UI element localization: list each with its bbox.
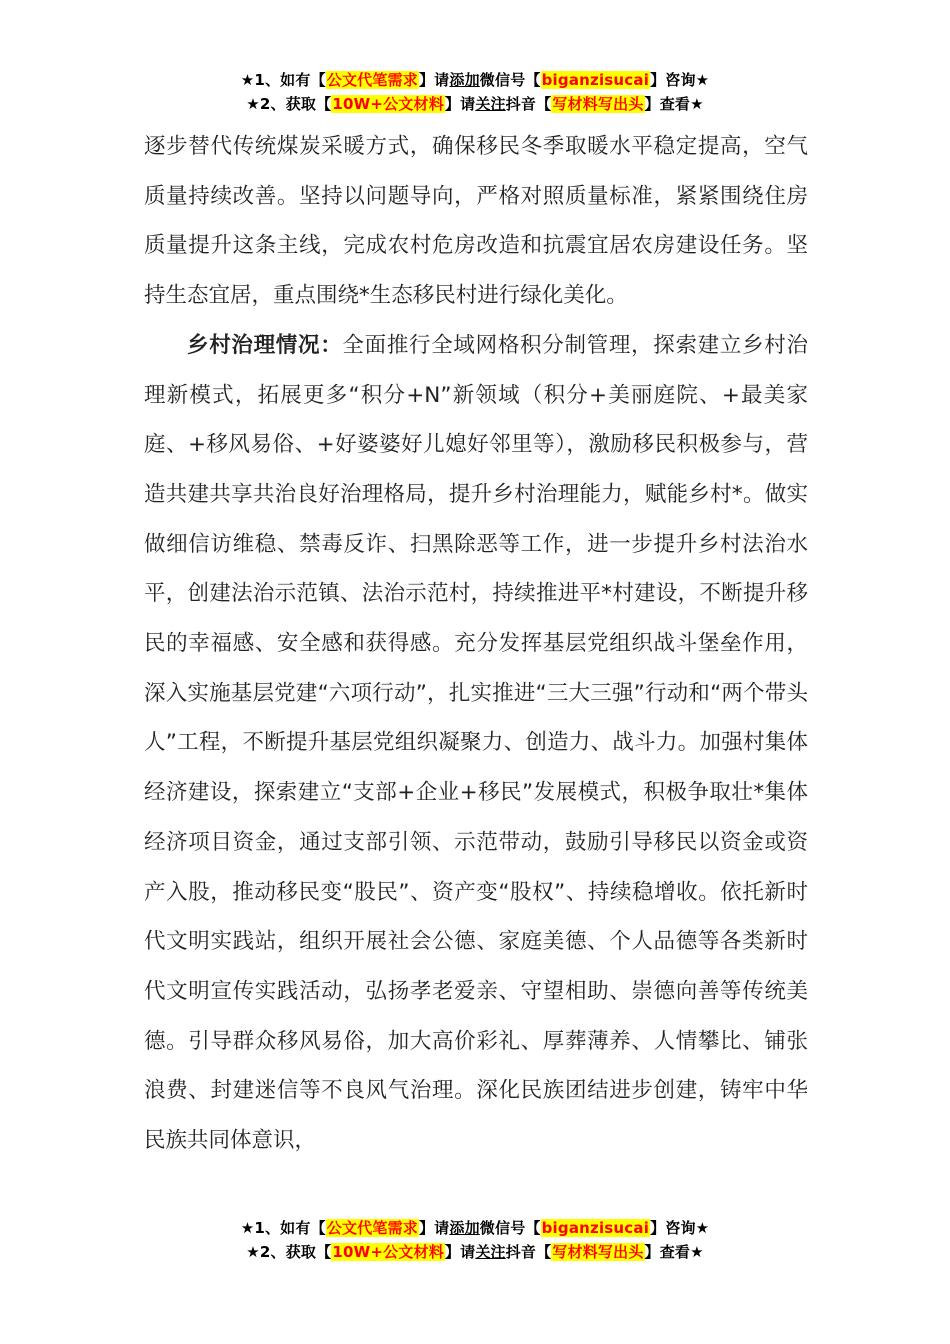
banner-line-2: [0, 1240, 950, 1264]
footer-banner: [0, 1216, 950, 1264]
section-heading: 乡村治理情况：: [187, 332, 343, 358]
highlight-douyin-account: 写材料写出头: [552, 1243, 644, 1261]
highlight-wechat-id: biganzisucai: [541, 1219, 650, 1237]
paragraph-text: 全面推行全域网格积分制管理，探索建立乡村治理新模式，拓展更多“积分+N”新领域（积分+美丽庭院、+最美家庭、+移风易俗、+好婆婆好儿媳好邻里等），激励移民积极参与，营造共建共享共治良好治理格局，提升乡村治理能力，赋能乡村*。做实做细信访维稳、禁毒反诈、扫黑除恶等工作，进一步提升乡村法治水平，创建法治示范镇、法治示范村，持续推进平*村建设，不断提升移民的幸福感、安全感和获得感。充分发挥基层党组织战斗堡垒作用，深入实施基层党建“六项行动”，扎实推进“三大三强”行动和“两个带头人”工程，不断提升基层党组织凝聚力、创造力、战斗力。加强村集体经济建设，探索建立“支部+企业+移民”发展模式，积极争取壮*集体经济项目资金，通过支部引领、示范带动，鼓励引导移民以资金或资产入股，推动移民变“股民”、资产变“股权”、持续稳增收。依托新时代文明实践站，组织开展社会公德、家庭美德、个人品德等各类新时代文明宣传实践活动，弘扬孝老爱亲、守望相助、崇德向善等传统美德。引导群众移风易俗，加大高价彩礼、厚葬薄养、人情攀比、铺张浪费、封建迷信等不良风气治理。深化民族团结进步创建，铸牢中华民族共同体意识，: [144, 332, 808, 1154]
highlight-service: 公文代笔需求: [326, 1219, 418, 1237]
header-banner: [0, 68, 950, 116]
banner-text: ★1、如有【: [240, 1219, 326, 1237]
banner-line-2: [0, 92, 950, 116]
banner-text: 】查看★: [644, 1243, 704, 1261]
banner-text: 抖音【: [505, 95, 552, 113]
underlined-text: 关注: [475, 1243, 506, 1261]
banner-text: 抖音【: [505, 1243, 552, 1261]
banner-text: 】咨询★: [650, 1219, 710, 1237]
highlight-materials: 10W+公文材料: [332, 95, 444, 113]
banner-text: 】请: [444, 1243, 476, 1261]
paragraph-housing: 逐步替代传统煤炭采暖方式，确保移民冬季取暖水平稳定提高，空气质量持续改善。坚持以问题导向，严格对照质量标准，紧紧围绕住房质量提升这条主线，完成农村危房改造和抗震宜居农房建设任务。坚持生态宜居，重点围绕*生态移民村进行绿化美化。: [144, 134, 808, 309]
underlined-text: 添加: [449, 71, 480, 89]
banner-text: 微信号【: [479, 71, 541, 89]
banner-text: ★2、获取【: [246, 1243, 332, 1261]
document-body: [144, 122, 808, 1166]
banner-text: 微信号【: [479, 1219, 541, 1237]
highlight-wechat-id: biganzisucai: [541, 71, 650, 89]
banner-text: ★2、获取【: [246, 95, 332, 113]
highlight-materials: 10W+公文材料: [332, 1243, 444, 1261]
banner-text: 】咨询★: [650, 71, 710, 89]
banner-line-1: [0, 68, 950, 92]
highlight-service: 公文代笔需求: [326, 71, 418, 89]
banner-line-1: [0, 1216, 950, 1240]
banner-text: 】请: [418, 1219, 450, 1237]
underlined-text: 关注: [475, 95, 506, 113]
banner-text: ★1、如有【: [240, 71, 326, 89]
underlined-text: 添加: [449, 1219, 480, 1237]
highlight-douyin-account: 写材料写出头: [552, 95, 644, 113]
paragraph-rural-governance: [144, 321, 808, 1166]
banner-text: 】查看★: [644, 95, 704, 113]
banner-text: 】请: [418, 71, 450, 89]
banner-text: 】请: [444, 95, 476, 113]
